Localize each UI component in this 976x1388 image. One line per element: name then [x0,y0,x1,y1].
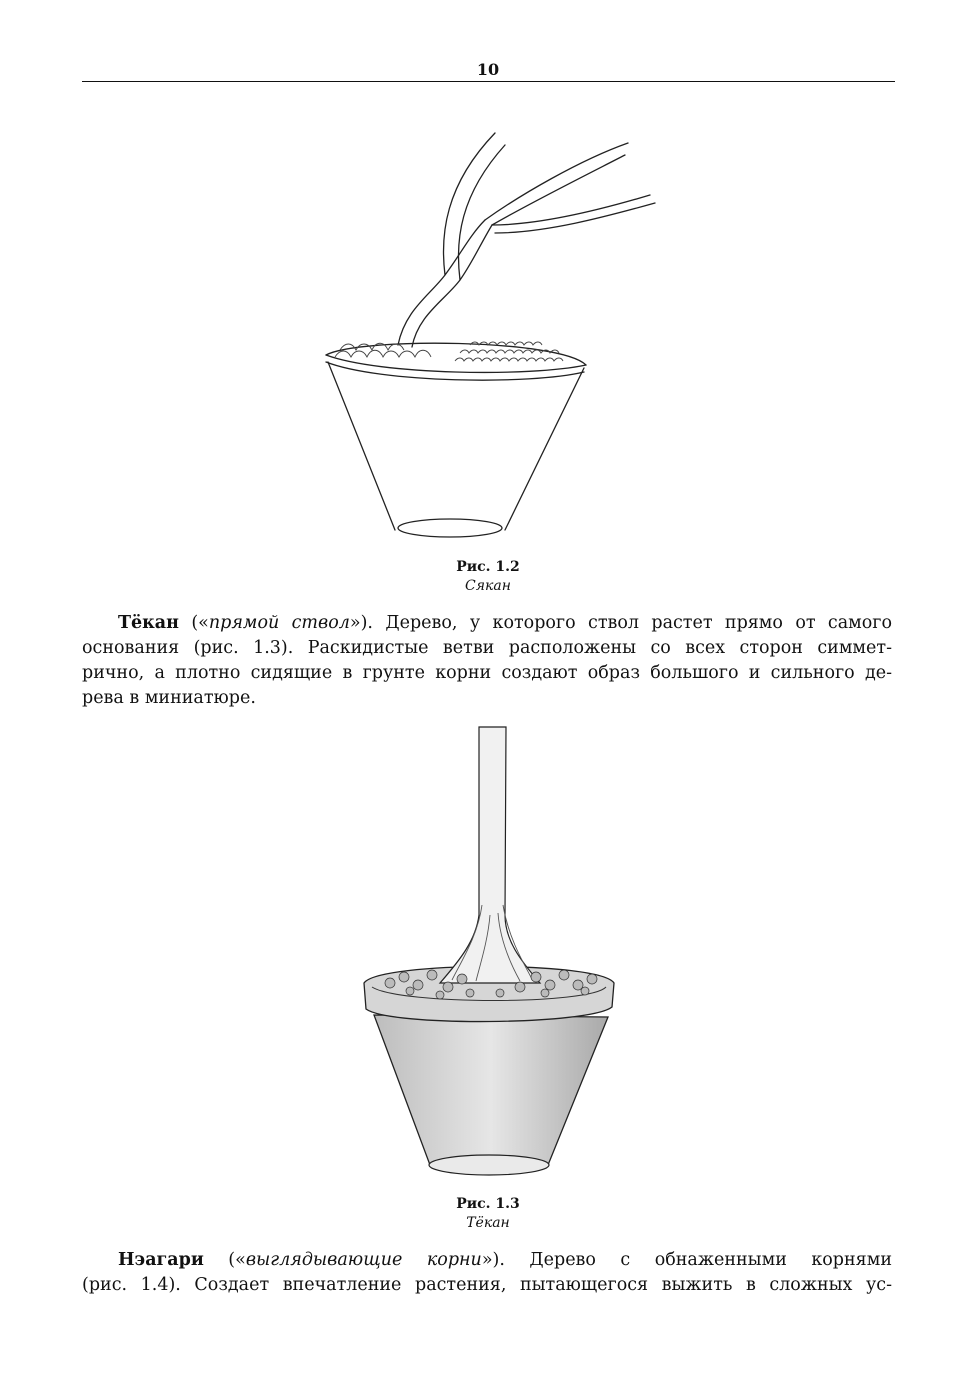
figure-1-3-illustration [0,725,976,1185]
close-quote: »). [349,613,373,633]
paragraph-line: рично, а плотно сидящие в грунте корни создают образ большого и сильного де- [82,663,892,683]
page-number: 10 [476,60,500,79]
paragraph-line [82,1248,892,1273]
figure-1-2-name: Сякан [465,578,511,594]
figure-1-3-caption [0,1195,976,1233]
gloss-tekan: прямой ствол [208,613,350,633]
figure-1-2-illustration [0,125,976,545]
line-text: Дерево, у которого ствол растет прямо от самого [373,613,893,633]
paragraph-line: (рис. 1.4). Создает впечатление растения, пытающегося выжить в сложных ус- [82,1275,892,1295]
paragraph-line [82,611,892,636]
paragraph-neagari [82,1248,892,1298]
figure-1-3-name: Тёкан [466,1215,510,1231]
term-tekan: Тёкан [118,613,179,633]
paragraph-line: рева в миниатюре. [82,688,256,708]
paragraph-line: основания (рис. 1.3). Раскидистые ветви расположены со всех сторон симмет- [82,638,892,658]
line-text: Дерево с обнаженными корнями [504,1250,892,1270]
open-quote: (« [178,613,209,633]
close-quote: »). [481,1250,505,1270]
figure-1-3-label: Рис. 1.3 [456,1196,520,1212]
paragraph-tekan [82,611,892,711]
term-neagari: Нэагари [118,1250,204,1270]
figure-1-2-label: Рис. 1.2 [456,559,520,575]
gloss-neagari: выглядывающие корни [245,1250,482,1270]
figure-1-2-caption [0,558,976,596]
header-rule [82,81,895,82]
open-quote: (« [203,1250,246,1270]
